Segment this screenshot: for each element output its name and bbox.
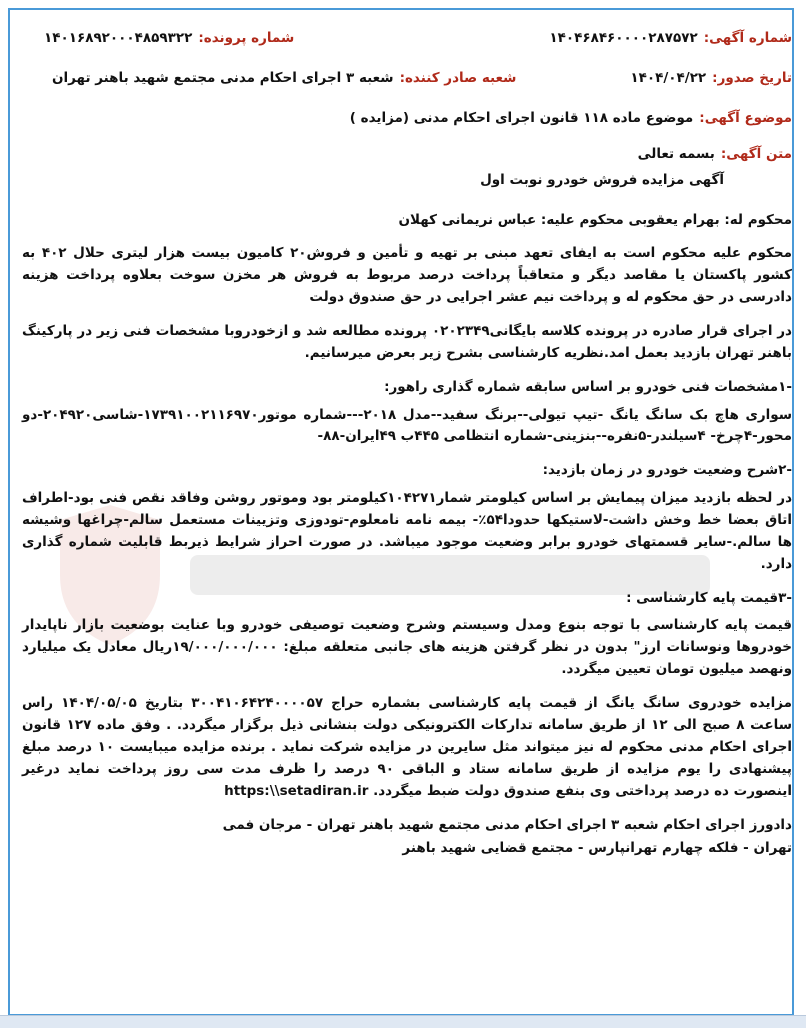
file-number xyxy=(44,30,294,46)
signature-line-1: دادورز اجرای احکام شعبه ۳ اجرای احکام مدنی مجتمع شهید باهنر تهران - مرجان فمی xyxy=(222,817,792,834)
subject-value: موضوع ماده ۱۱۸ قانون اجرای احکام مدنی (مزایده ) xyxy=(349,110,694,126)
issuer-value: شعبه ۳ اجرای احکام مدنی مجتمع شهید باهنر تهران xyxy=(52,70,394,86)
text-label: متن آگهی: xyxy=(720,146,792,162)
auction-text: مزایده خودروی سانگ یانگ از قیمت پایه کارشناسی بشماره حراج ۳۰۰۴۱۰۶۴۲۴۰۰۰۰۵۷ بتاریخ ۱۴۰۴/۰۵/۰۵ راس ساعت ۸ صبح الی ۱۲ از طریق سامانه تدارکات الکترونیکی دولت بنشانی ذیل برگزار میگردد. . وفق ماده ۱۲۷ قانون اجرای احکام مدنی محکوم له نیز میتواند مثل سایرین در مزایده شرکت نماید . برنده مزایده میبایست ۱۰ درصد مبلغ پیشنهادی را یوم مزایده از طریق سامانه ستاد و الباقی ۹۰ درصد را ظرف مدت سی روز پرداخت نماید درغیر اینصورت ده درصد پرداختی وی بنفع صندوق دولت ضبط میگردد. xyxy=(22,695,792,799)
price-paragraph: قیمت پایه کارشناسی با توجه بنوع ومدل وسیستم وشرح وضعیت توصیفی خودرو وبا عنایت بوضعیت بازار ناپایدار خودروها ونوسانات ارز" بدون در نظر گرفتن هزینه های جانبی متعلقه مبلغ: ۱۹/۰۰۰/۰۰۰/۰۰۰ریال معادل یک میلیارد ونهصد میلیون تومان تعیین میگردد. xyxy=(22,617,792,678)
execution-paragraph: در اجرای قرار صادره در پرونده کلاسه بایگانی۰۲۰۲۳۴۹ پرونده مطالعه شد و ازخودروبا مشخصات فنی زیر در پارکینگ باهنر تهران بازدید بعمل امد.نظریه کارشناسی بشرح زیر بعرض میرسانیم. xyxy=(22,323,792,361)
notice-number-value: ۱۴۰۴۶۸۴۶۰۰۰۰۲۸۷۵۷۲ xyxy=(549,30,698,46)
notice-body xyxy=(22,210,792,861)
subject xyxy=(22,110,792,126)
basmala: بسمه تعالی xyxy=(637,146,715,162)
spec-heading: -۱مشخصات فنی خودرو بر اساس سابقه شماره گذاری راهور: xyxy=(384,378,792,395)
file-number-label: شماره پرونده: xyxy=(198,30,295,46)
notice-content xyxy=(22,30,792,872)
meta-row-1 xyxy=(22,30,792,46)
horizontal-scrollbar[interactable] xyxy=(0,1015,806,1028)
price-heading: -۳قیمت پایه کارشناسی : xyxy=(626,589,792,606)
auction-paragraph xyxy=(22,693,792,802)
notice-title: آگهی مزایده فروش خودرو نوبت اول xyxy=(480,172,724,188)
signature-block xyxy=(22,814,792,860)
issue-date xyxy=(630,70,792,86)
setad-link[interactable]: https:\\setadiran.ir xyxy=(224,782,369,799)
parties: محکوم له: بهرام یعقوبی محکوم علیه: عباس نریمانی کهلان xyxy=(398,211,792,228)
notice-text-heading xyxy=(22,146,792,162)
judgment-paragraph: محکوم علیه محکوم است به ایفای تعهد مبنی بر تهیه و تأمین و فروش۲۰ کامیون بیست هزار لیتری حلال ۴۰۲ به کشور پاکستان یا مقاصد دیگر و متعاقباً پرداخت درصد مربوط به فروش هر مخزن سوخت بعلاوه پرداخت هزینه دادرسی در حق محکوم له و پرداخت نیم عشر اجرایی در حق صندوق دولت xyxy=(22,245,792,306)
issue-date-label: تاریخ صدور: xyxy=(712,70,792,86)
file-number-value: ۱۴۰۱۶۸۹۲۰۰۰۴۸۵۹۳۲۲ xyxy=(44,30,193,46)
signature-line-2: تهران - فلکه چهارم تهرانپارس - مجتمع قضایی شهید باهنر xyxy=(402,840,792,857)
condition-paragraph: در لحظه بازدید میزان پیمایش بر اساس کیلومتر شمار۱۰۴۲۷۱کیلومتر بود وموتور روشن وفاقد نقص فنی بود-اطراف اتاق بعضا خط وخش داشت-لاستیکها حدودا۵۴٪- بیمه نامه نامعلوم-تودوزی وتزیینات مستعمل سالم-چراغها وشیشه ها سالم.-سایر قسمتهای خودرو برابر وضعیت موجود میباشد. در صورت احراز شرایط ذیربط قابلیت شماره گذاری دارد. xyxy=(22,490,792,572)
notice-number-label: شماره آگهی: xyxy=(703,30,792,46)
subject-label: موضوع آگهی: xyxy=(699,110,792,126)
meta-row-2 xyxy=(22,70,792,86)
issuer xyxy=(52,70,516,86)
issuer-label: شعبه صادر کننده: xyxy=(399,70,517,86)
condition-heading: -۲شرح وضعیت خودرو در زمان بازدید: xyxy=(542,462,792,479)
issue-date-value: ۱۴۰۴/۰۴/۲۲ xyxy=(630,70,707,86)
spec-paragraph: سواری هاچ بک سانگ یانگ -تیپ تیولی--برنگ سفید--مدل ۲۰۱۸---شماره موتور۱۷۳۹۱۰۰۲۱۱۶۹۷۰-شاسی۲۰۴۹۲۰-دو محور-۴چرخ- ۴سیلندر-۵نفره--بنزینی-شماره انتظامی ۴۴۵ب ۴۹ایران-۸۸- xyxy=(22,406,792,445)
notice-number xyxy=(549,30,792,46)
